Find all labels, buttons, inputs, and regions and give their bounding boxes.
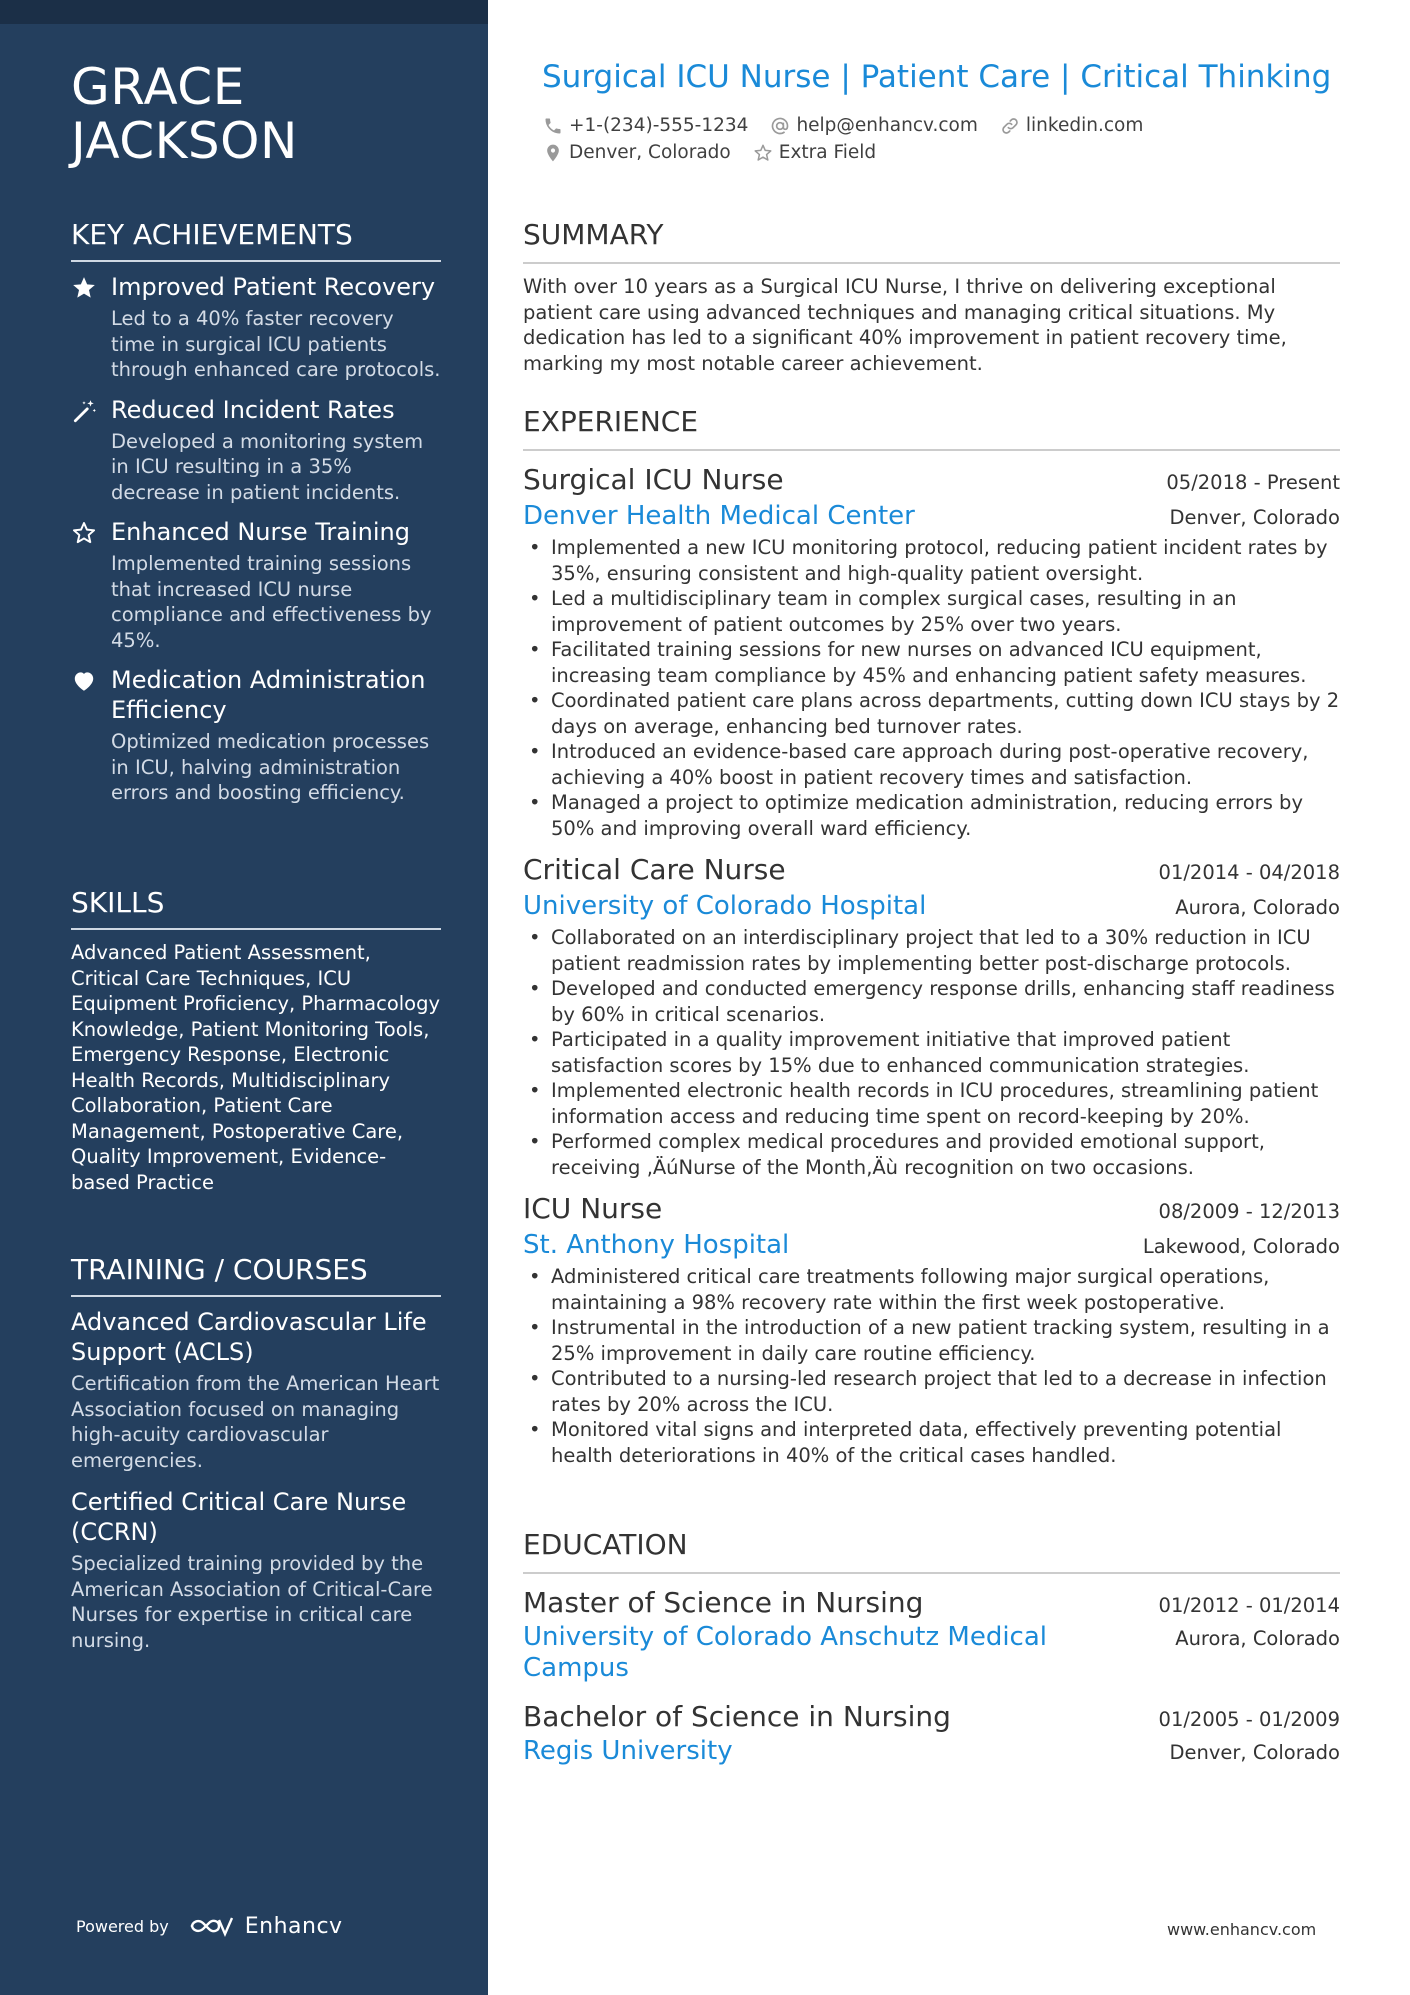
powered-by-label: Powered by: [76, 1917, 169, 1936]
course-title: Advanced Cardiovascular Life Support (ACLS): [71, 1308, 427, 1366]
contact-info: [543, 112, 1303, 166]
achievement-description: Implemented training sessions that increased ICU nurse compliance and effectiveness by 45%.: [111, 552, 432, 652]
link-icon: [1000, 116, 1020, 136]
job-title: Critical Care Nurse: [523, 853, 786, 886]
achievement-title: Improved Patient Recovery: [111, 273, 436, 301]
star-outline-icon: [753, 143, 773, 163]
last-name: JACKSON: [71, 112, 298, 170]
course-item: [71, 1487, 441, 1653]
experience-heading: EXPERIENCE: [523, 405, 1340, 451]
sidebar-top-bar: [0, 0, 488, 24]
summary-text: With over 10 years as a Surgical ICU Nurse, I thrive on delivering exceptional patient care using advanced techniques and managing critical situations. My dedication has led to a significant 40% improvement in patient recovery time, marking my most notable career achievement.: [523, 275, 1287, 375]
contact-email[interactable]: [770, 112, 977, 139]
bullet: • Coordinated patient care plans across departments, cutting down ICU stays by 2 days on average, enhancing bed turnover rates.: [523, 688, 1340, 739]
star-filled-icon: [71, 275, 97, 301]
education-dates: 01/2005 - 01/2009: [1158, 1708, 1340, 1731]
achievement-item: [71, 272, 441, 383]
first-name: GRACE: [71, 58, 245, 116]
bullet: • Introduced an evidence-based care approach during post-operative recovery, achieving a 40% boost in patient recovery times and satisfaction.: [523, 739, 1340, 790]
enhancv-logo-icon: [189, 1915, 235, 1939]
education-heading: EDUCATION: [523, 1528, 1340, 1574]
bullet: • Implemented a new ICU monitoring protocol, reducing patient incident rates by 35%, ensuring consistent and high-quality patient oversight.: [523, 535, 1340, 586]
at-icon: [770, 116, 790, 136]
education-location: Aurora, Colorado: [1175, 1627, 1340, 1650]
bullet: • Managed a project to optimize medication administration, reducing errors by 50% and improving overall ward efficiency.: [523, 790, 1340, 841]
education-location: Denver, Colorado: [1169, 1741, 1340, 1764]
achievement-description: Developed a monitoring system in ICU resulting in a 35% decrease in patient incidents.: [111, 429, 424, 504]
summary-section: [523, 218, 1340, 376]
job-company: St. Anthony Hospital: [523, 1230, 790, 1260]
star-outline-icon: [71, 520, 97, 546]
education-dates: 01/2012 - 01/2014: [1158, 1594, 1340, 1617]
email-text: help@enhancv.com: [796, 115, 978, 136]
job-bullets: [523, 1264, 1340, 1468]
job-company: University of Colorado Hospital: [523, 891, 927, 921]
linkedin-text: linkedin.com: [1025, 115, 1144, 136]
job-bullets: [523, 925, 1340, 1180]
job-dates: 05/2018 - Present: [1166, 471, 1340, 494]
bullet: • Monitored vital signs and interpreted data, effectively preventing potential health deteriorations in 40% of the critical cases handled.: [523, 1417, 1340, 1468]
course-title: Certified Critical Care Nurse (CCRN): [71, 1488, 407, 1546]
bullet: • Contributed to a nursing-led research project that led to a decrease in infection rates by 20% across the ICU.: [523, 1366, 1340, 1417]
contact-extra: [753, 139, 876, 166]
job-dates: 08/2009 - 12/2013: [1158, 1200, 1340, 1223]
course-description: Certification from the American Heart Association focused on managing high-acuity cardiovascular emergencies.: [71, 1372, 440, 1472]
brand-logo[interactable]: [189, 1914, 343, 1939]
job-location: Aurora, Colorado: [1175, 896, 1340, 919]
magic-wand-icon: [71, 398, 97, 424]
school-name: Regis University: [523, 1736, 733, 1766]
headline: Surgical ICU Nurse | Patient Care | Critical Thinking: [542, 59, 1332, 95]
location-pin-icon: [543, 143, 563, 163]
training-heading: TRAINING / COURSES: [71, 1253, 441, 1297]
job-entry: [523, 1190, 1340, 1468]
skills-section: [71, 886, 441, 1195]
job-company: Denver Health Medical Center: [523, 501, 915, 531]
bullet: • Performed complex medical procedures and provided emotional support, receiving ‚ÄúNurse of the Month‚Äù recognition on two occasions.: [523, 1129, 1340, 1180]
bullet: • Facilitated training sessions for new nurses on advanced ICU equipment, increasing team compliance by 45% and enhancing patient safety measures.: [523, 637, 1340, 688]
education-entry: [523, 1584, 1340, 1684]
candidate-name: [71, 60, 298, 168]
achievement-item: [71, 395, 441, 506]
bullet: • Administered critical care treatments following major surgical operations, maintaining a 98% recovery rate within the first week postoperative.: [523, 1264, 1340, 1315]
brand-name: Enhancv: [244, 1914, 343, 1939]
achievement-description: Led to a 40% faster recovery time in surgical ICU patients through enhanced care protocols.: [111, 307, 441, 381]
bullet: • Participated in a quality improvement initiative that improved patient satisfaction scores by 15% due to enhanced communication strategies.: [523, 1027, 1340, 1078]
bullet: • Led a multidisciplinary team in complex surgical cases, resulting in an improvement of patient outcomes by 25% over two years.: [523, 586, 1340, 637]
degree-title: Bachelor of Science in Nursing: [523, 1700, 951, 1733]
job-title: Surgical ICU Nurse: [523, 463, 784, 496]
education-entry: [523, 1698, 1340, 1767]
contact-linkedin[interactable]: [1000, 112, 1143, 139]
sidebar: [0, 0, 488, 1995]
job-location: Lakewood, Colorado: [1142, 1235, 1340, 1258]
website-link[interactable]: www.enhancv.com: [1167, 1920, 1317, 1939]
extra-field-text: Extra Field: [778, 142, 877, 163]
job-dates: 01/2014 - 04/2018: [1158, 861, 1340, 884]
bullet: • Instrumental in the introduction of a new patient tracking system, resulting in a 25% improvement in daily care routine efficiency.: [523, 1315, 1340, 1366]
achievement-title: Reduced Incident Rates: [111, 395, 395, 424]
contact-row: [543, 112, 1303, 139]
achievement-item: [71, 517, 441, 653]
course-item: [71, 1307, 441, 1473]
key-achievements-heading: KEY ACHIEVEMENTS: [71, 218, 441, 262]
bullet: • Implemented electronic health records in ICU procedures, streamlining patient information access and reducing time spent on record-keeping by 20%.: [523, 1078, 1340, 1129]
job-entry: [523, 851, 1340, 1180]
job-title: ICU Nurse: [523, 1192, 663, 1225]
experience-section: [523, 405, 1340, 1478]
achievement-description: Optimized medication processes in ICU, halving administration errors and boosting efficiency.: [111, 730, 430, 804]
summary-heading: SUMMARY: [523, 218, 1340, 264]
phone-icon: [543, 116, 563, 136]
achievement-title: Medication Administration Efficiency: [111, 666, 426, 724]
education-section: [523, 1528, 1340, 1781]
key-achievements-section: [71, 218, 441, 818]
job-location: Denver, Colorado: [1169, 506, 1340, 529]
training-section: [71, 1253, 441, 1667]
job-bullets: [523, 535, 1340, 841]
heart-icon: [71, 668, 97, 694]
degree-title: Master of Science in Nursing: [523, 1586, 924, 1619]
job-entry: [523, 461, 1340, 841]
contact-location: [543, 139, 731, 166]
contact-phone[interactable]: [543, 112, 748, 139]
location-text: Denver, Colorado: [569, 142, 731, 163]
skills-heading: SKILLS: [71, 886, 441, 930]
powered-by: [76, 1914, 343, 1939]
bullet: • Developed and conducted emergency response drills, enhancing staff readiness by 60% in critical scenarios.: [523, 976, 1340, 1027]
achievement-title: Enhanced Nurse Training: [111, 518, 410, 546]
school-name: University of Colorado Anschutz Medical Campus: [523, 1622, 1048, 1683]
achievement-item: [71, 665, 441, 806]
course-description: Specialized training provided by the American Association of Critical-Care Nurses for expertise in critical care nursing.: [71, 1552, 433, 1652]
bullet: • Collaborated on an interdisciplinary project that led to a 30% reduction in ICU patient readmission rates by implementing better post-discharge protocols.: [523, 925, 1340, 976]
contact-row: [543, 139, 1303, 166]
skills-list: Advanced Patient Assessment, Critical Care Techniques, ICU Equipment Proficiency, Pharmacology Knowledge, Patient Monitoring Tools, Emergency Response, Electronic Health Records, Multidisciplinary Collaboration, Patient Care Management, Postoperative Care, Quality Improvement, Evidence-based Practice: [71, 941, 441, 1194]
phone-text: +1-(234)-555-1234: [569, 115, 749, 136]
